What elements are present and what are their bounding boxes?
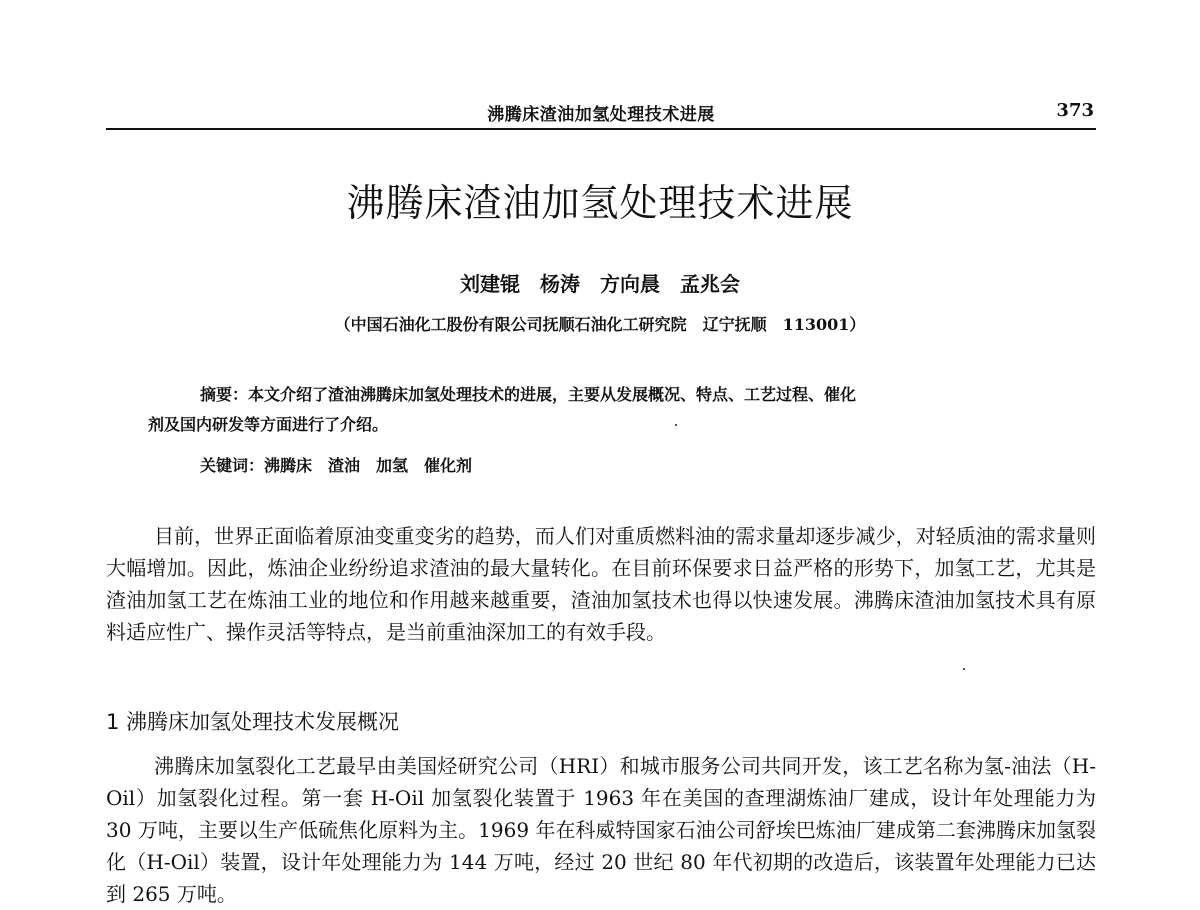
running-header xyxy=(106,96,1096,130)
section-1-paragraph: 沸腾床加氢裂化工艺最早由美国烃研究公司（HRI）和城市服务公司共同开发，该工艺名称为氢-油法（H-Oil）加氢裂化过程。第一套 H-Oil 加氢裂化装置于 1963 年在美国的查理湖炼油厂建成，设计年处理能力为 30 万吨，主要以生产低硫焦化原料为主。1969 年在科威特国家石油公司舒埃巴炼油厂建成第二套沸腾床加氢裂化（H-Oil）装置，设计年处理能力为 144 万吨，经过 20 世纪 80 年代初期的改造后，该装置年处理能力已达到 265 万吨。 xyxy=(106,754,1096,906)
affiliation: （中国石油化工股份有限公司抚顺石油化工研究院 辽宁抚顺 113001） xyxy=(334,315,866,334)
section-heading-1: 1 沸腾床加氢处理技术发展概况 xyxy=(106,710,400,734)
keywords: 关键词：沸腾床 渣油 加氢 催化剂 xyxy=(200,456,473,475)
scan-speck xyxy=(675,424,677,426)
running-title: 沸腾床渣油加氢处理技术进展 xyxy=(487,105,715,125)
article-title: 沸腾床渣油加氢处理技术进展 xyxy=(346,181,854,225)
abstract xyxy=(148,380,1058,440)
intro-paragraph: 目前，世界正面临着原油变重变劣的趋势，而人们对重质燃料油的需求量却逐步减少，对轻质油的需求量则大幅增加。因此，炼油企业纷纷追求渣油的最大量转化。在目前环保要求日益严格的形势下，加氢工艺，尤其是渣油加氢工艺在炼油工业的地位和作用越来越重要，渣油加氢技术也得以快速发展。沸腾床渣油加氢技术具有原料适应性广、操作灵活等特点，是当前重油深加工的有效手段。 xyxy=(106,524,1096,644)
scan-speck xyxy=(963,668,965,670)
abstract-line-1: 摘要：本文介绍了渣油沸腾床加氢处理技术的进展，主要从发展概况、特点、工艺过程、催化 xyxy=(200,385,857,404)
author-list: 刘建锟 杨涛 方向晨 孟兆会 xyxy=(460,272,740,296)
abstract-line-2: 剂及国内研发等方面进行了介绍。 xyxy=(148,415,389,434)
page-number: 373 xyxy=(1056,100,1094,121)
